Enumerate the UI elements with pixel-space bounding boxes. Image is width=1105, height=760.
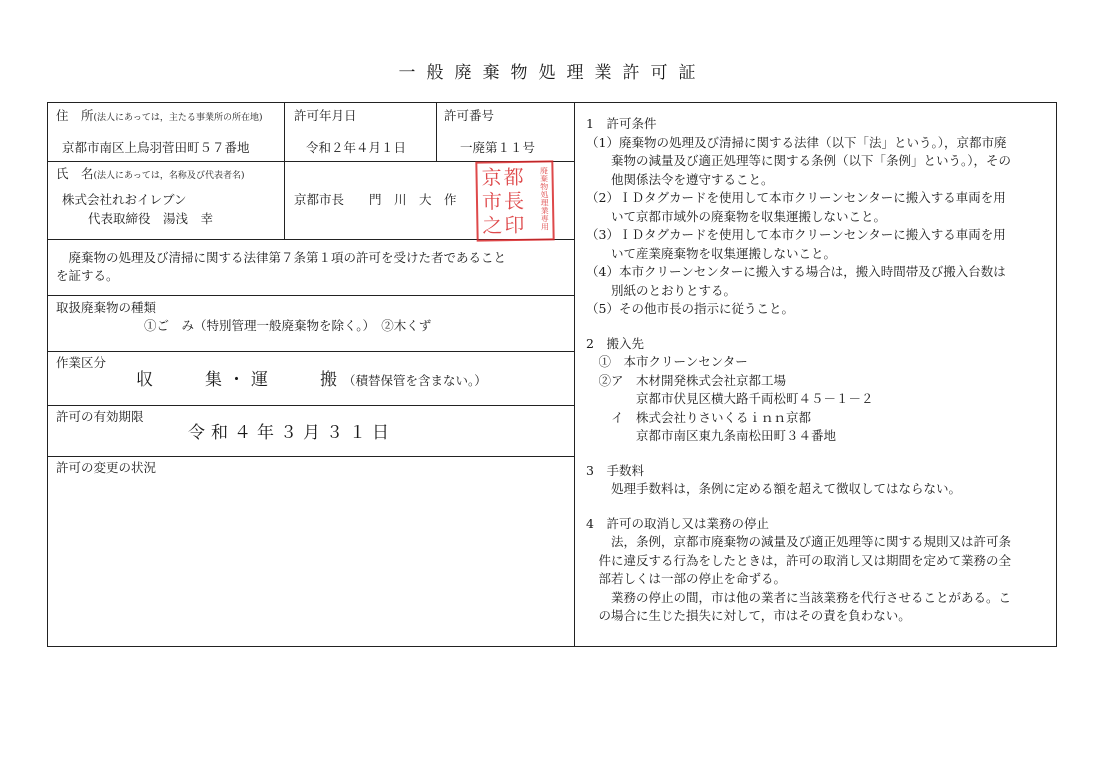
text-line: イ 株式会社りさいくるｉｎｎ京都 (586, 409, 812, 425)
text-line: 業務の停止の間，市は他の業者に当該業務を代行させることがある。こ (586, 589, 1012, 605)
text-line: の場合に生じた損失に対して，市はその責を負わない。 (586, 608, 911, 623)
text-line: 京都市伏見区横大路千両松町４５－１－２ (586, 391, 874, 406)
validity-value: 令和４年３月３１日 (188, 423, 395, 443)
permit-number-label: 許可番号 (444, 108, 495, 123)
text-line: （1）廃棄物の処理及び清掃に関する法律（以下「法」という。），京都市廃 (586, 134, 1007, 150)
work-category-group (136, 371, 487, 390)
text-line: （2）ＩＤタグカードを使用して本市クリーンセンターに搬入する車両を用 (586, 190, 1006, 205)
seal-side-text: 廃棄物処理業専用 (539, 166, 550, 231)
text-line: いて京都市域外の廃棄物を収集運搬しないこと。 (586, 208, 887, 224)
text-line: 4 許可の取消し又は業務の停止 (586, 515, 769, 531)
permit-date-label: 許可年月日 (294, 108, 357, 123)
rule (48, 351, 574, 352)
name-label-group (56, 165, 244, 185)
work-category-label: 作業区分 (56, 355, 107, 370)
validity-label: 許可の有効期限 (56, 409, 144, 424)
text-line: 1 許可条件 (586, 116, 657, 131)
text-line: 別紙のとおりとする。 (586, 282, 737, 298)
permit-table (47, 102, 1057, 647)
text-line: 件に違反する行為をしたときは，許可の取消し又は期間を定めて業務の全 (586, 552, 1012, 568)
document-title: 一般廃棄物処理業許可証 (398, 63, 707, 83)
rule (48, 456, 574, 457)
name-label: 氏 名 (56, 166, 94, 181)
text-line: （4）本市クリーンセンターに搬入する場合は，搬入時間帯及び搬入台数は (586, 264, 1006, 279)
text-line: 2 搬入先 (586, 335, 644, 351)
text-line: いて産業廃棄物を収集運搬しないこと。 (586, 245, 837, 261)
issuer-name: 京都市長 門 川 大 作 (294, 192, 457, 207)
rule (48, 295, 574, 296)
permit-conditions-section (586, 115, 1051, 319)
revocation-section (586, 515, 1051, 626)
text-line: （3）ＩＤタグカードを使用して本市クリーンセンターに搬入する車両を用 (586, 227, 1006, 242)
text-line: 法，条例，京都市廃棄物の減量及び適正処理等に関する規則又は許可条 (586, 534, 1012, 549)
address-label: 住 所 (56, 108, 94, 123)
address-value: 京都市南区上鳥羽菅田町５７番地 (62, 140, 250, 155)
rule (284, 103, 285, 239)
text-line: ②ア 木材開発株式会社京都工場 (586, 372, 787, 388)
text-line: （5）その他市長の指示に従うこと。 (586, 301, 794, 316)
destinations-section (586, 335, 1051, 446)
text-line: 処理手数料は，条例に定める額を超えて徴収してはならない。 (586, 481, 962, 496)
permit-date-value: 令和２年４月１日 (306, 140, 407, 155)
seal-characters: 京都市長之印 (481, 164, 527, 238)
conditions-panel (586, 115, 1051, 626)
waste-types-label: 取扱廃棄物の種類 (56, 300, 157, 315)
text-line: ① 本市クリーンセンター (586, 354, 748, 369)
changes-label: 許可の変更の状況 (56, 460, 157, 475)
text-line: 他関係法令を遵守すること。 (586, 171, 774, 187)
text-line: 棄物の減量及び適正処理等に関する条例（以下「条例」という。），その (586, 153, 1012, 168)
permit-number-value: 一廃第１１号 (460, 140, 536, 155)
work-category-value: 収 集・運 搬 (136, 370, 343, 390)
waste-types-value: ①ご み（特別管理一般廃棄物を除く。） ②木くず (144, 318, 432, 333)
text-line: 部若しくは一部の停止を命ずる。 (586, 571, 787, 586)
certification-line-1: 廃棄物の処理及び清掃に関する法律第７条第１項の許可を受けた者であること (56, 250, 507, 265)
text-line: 3 手数料 (586, 462, 644, 478)
work-category-note: （積替保管を含まない。） (343, 373, 487, 388)
address-note: (法人にあっては，主たる事業所の所在地) (93, 113, 263, 123)
address-label-group (56, 107, 262, 127)
center-divider (574, 103, 575, 646)
rule (436, 103, 437, 161)
rule (48, 405, 574, 406)
text-line: 京都市南区東九条南松田町３４番地 (586, 428, 837, 443)
certification-line-2: を証する。 (56, 268, 119, 283)
representative-name: 代表取締役 湯浅 幸 (88, 211, 214, 226)
name-note: (法人にあっては，名称及び代表者名) (93, 171, 245, 181)
fees-section (586, 462, 1051, 499)
company-name: 株式会社れおイレブン (62, 192, 187, 207)
official-seal (475, 160, 554, 241)
